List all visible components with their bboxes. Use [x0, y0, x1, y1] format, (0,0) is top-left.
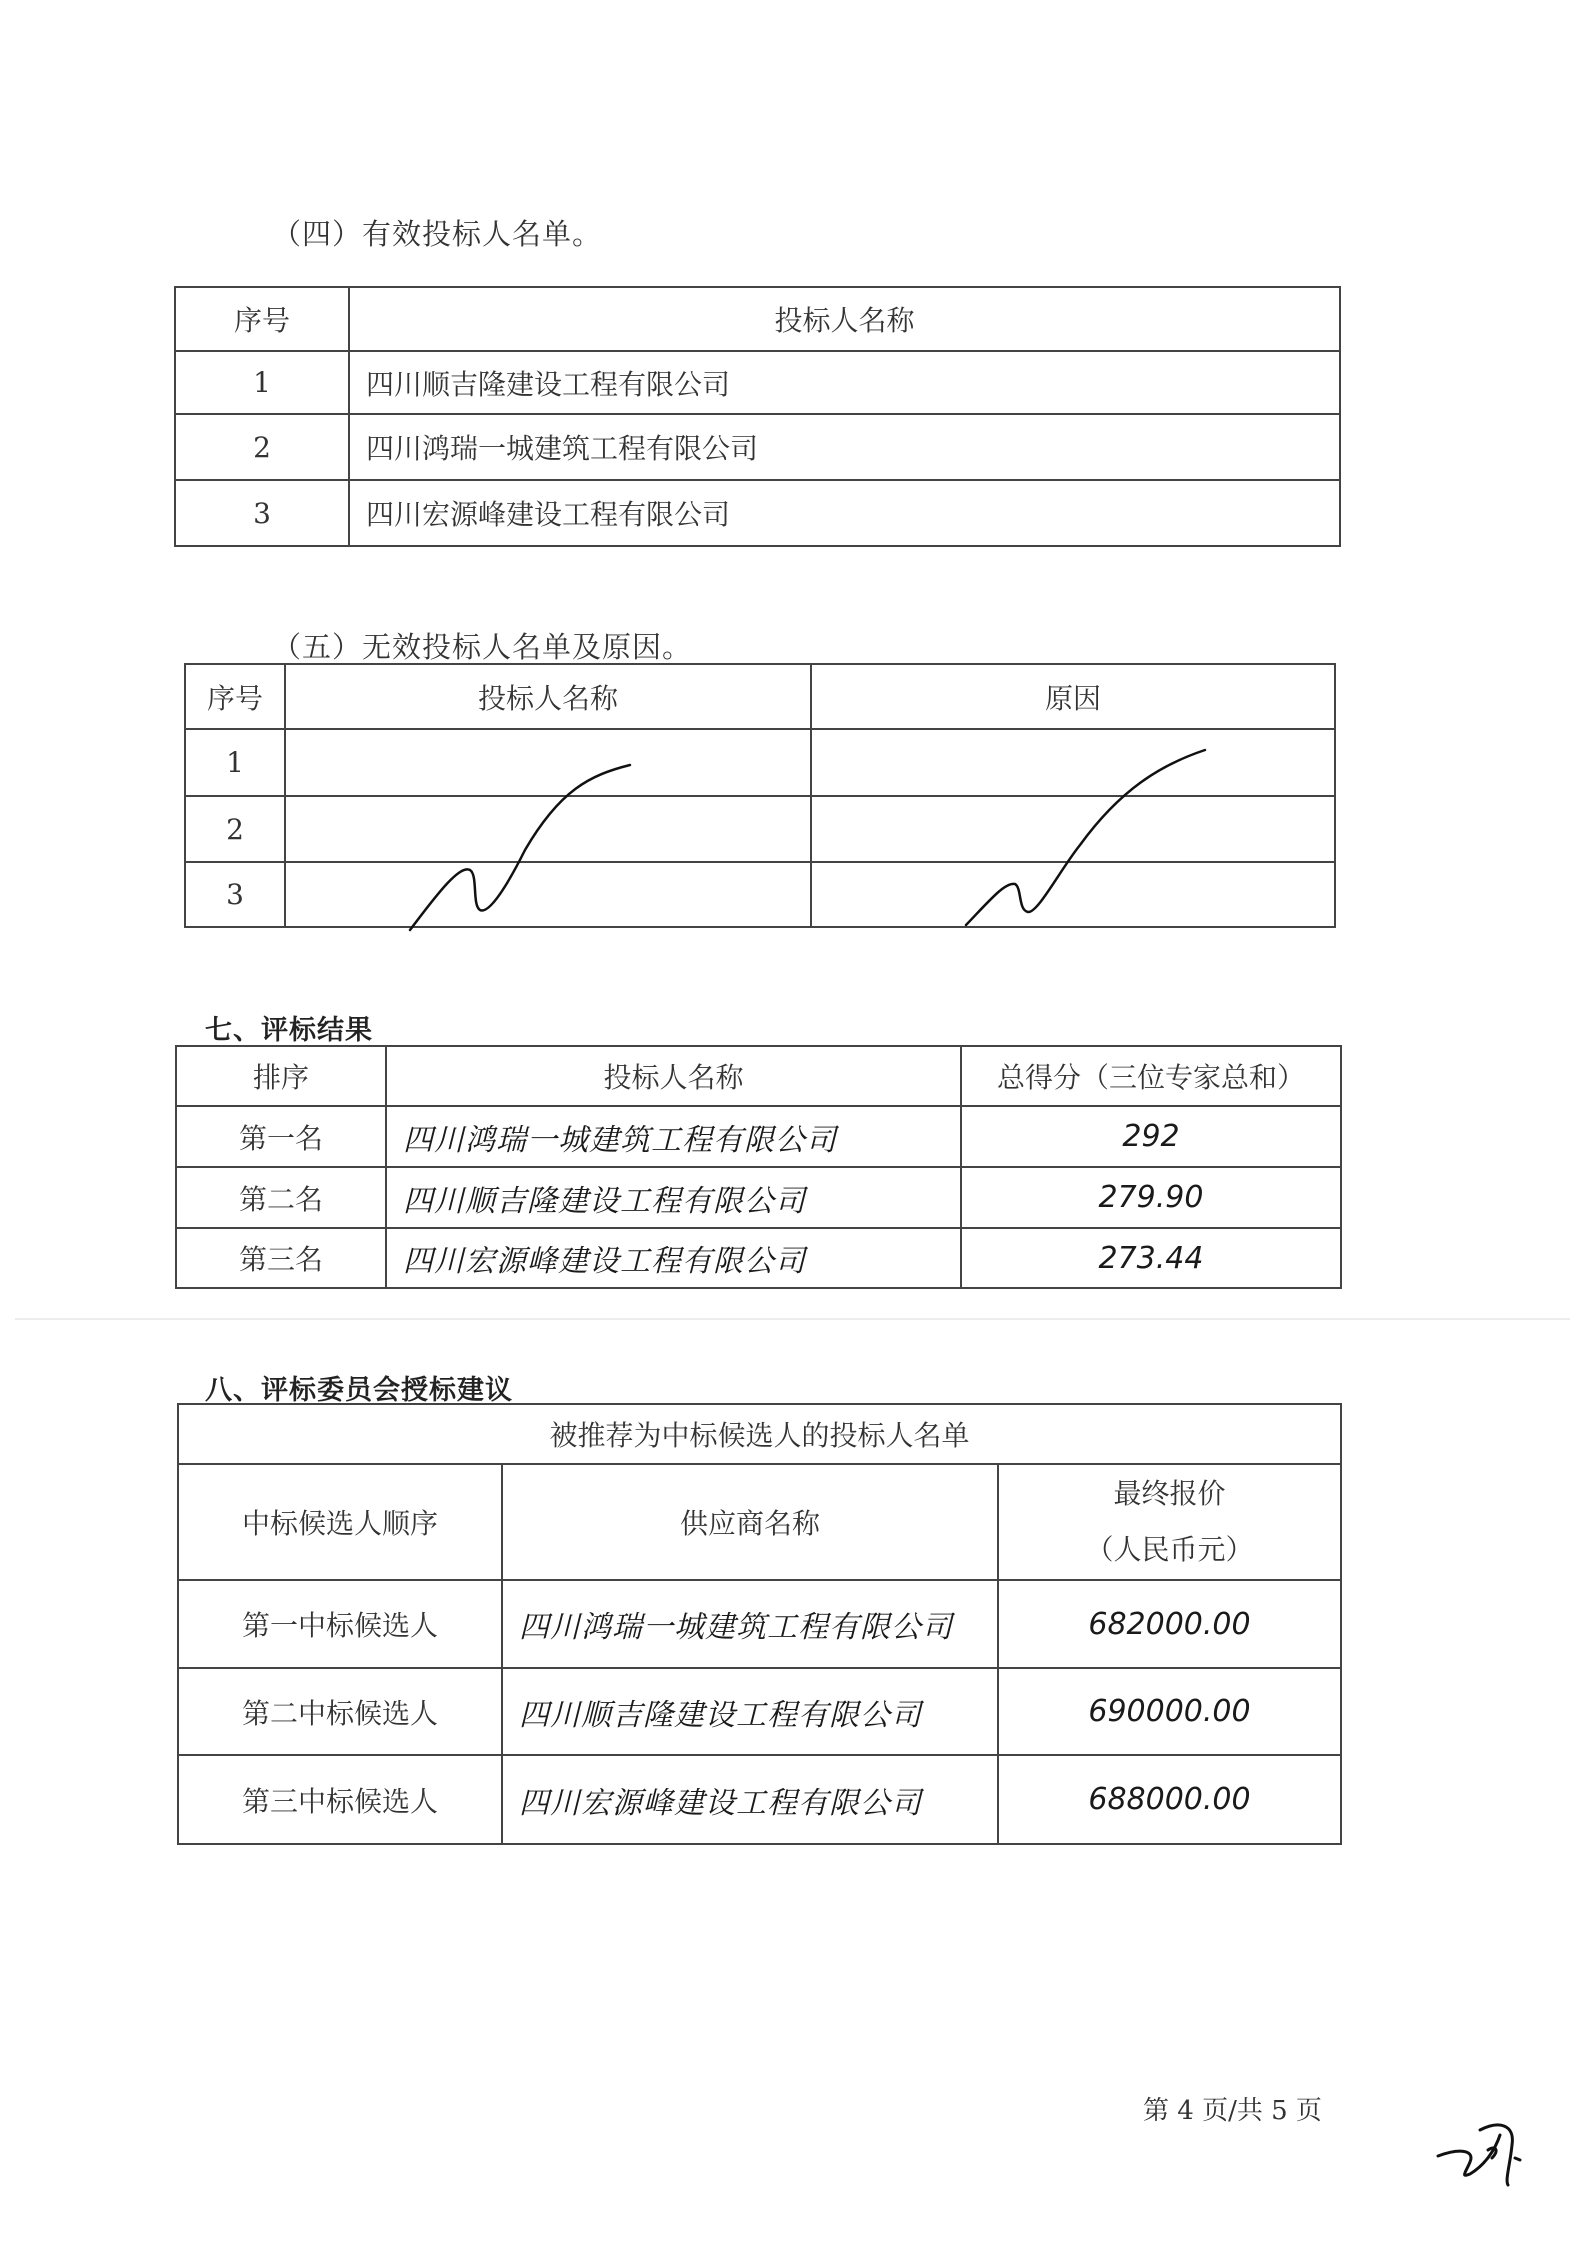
row-bidder-name [285, 796, 811, 862]
header-no: 序号 [185, 664, 285, 729]
header-bidder-name: 投标人名称 [285, 664, 811, 729]
header-bidder-name: 投标人名称 [386, 1046, 961, 1106]
row-reason [811, 729, 1335, 796]
table-row [178, 1580, 1341, 1668]
row-no: 1 [175, 351, 349, 414]
award-recommendation-table [177, 1403, 1342, 1845]
row-no: 1 [185, 729, 285, 796]
row-no: 2 [175, 414, 349, 480]
row-bidder-name-handwritten: 四川顺吉隆建设工程有限公司 [386, 1167, 961, 1228]
row-price-handwritten: 682000.00 [998, 1580, 1341, 1668]
table-row [176, 1228, 1341, 1288]
table-row [176, 1106, 1341, 1167]
row-reason [811, 862, 1335, 927]
row-price-handwritten: 688000.00 [998, 1755, 1341, 1844]
row-bidder-name: 四川鸿瑞一城建筑工程有限公司 [349, 414, 1340, 480]
scan-artifact-line [15, 1318, 1570, 1320]
row-rank: 第三名 [176, 1228, 386, 1288]
row-supplier-name-handwritten: 四川宏源峰建设工程有限公司 [502, 1755, 998, 1844]
table-row [185, 862, 1335, 927]
invalid-bidders-table [184, 663, 1336, 928]
row-no: 3 [175, 480, 349, 546]
row-no: 3 [185, 862, 285, 927]
row-bidder-name-handwritten: 四川宏源峰建设工程有限公司 [386, 1228, 961, 1288]
header-currency-label: （人民币元） [1085, 1533, 1254, 1566]
row-supplier-name-handwritten: 四川鸿瑞一城建筑工程有限公司 [502, 1580, 998, 1668]
recommended-list-title: 被推荐为中标候选人的投标人名单 [178, 1404, 1341, 1464]
row-price-handwritten: 690000.00 [998, 1668, 1341, 1755]
header-no: 序号 [175, 287, 349, 351]
header-final-price [998, 1464, 1341, 1580]
row-score-handwritten: 292 [961, 1106, 1341, 1167]
header-supplier-name: 供应商名称 [502, 1464, 998, 1580]
row-bidder-name: 四川顺吉隆建设工程有限公司 [349, 351, 1340, 414]
table-row [175, 480, 1340, 546]
section8-title: 八、评标委员会授标建议 [205, 1375, 513, 1406]
header-total-score: 总得分（三位专家总和） [961, 1046, 1341, 1106]
table-row [185, 796, 1335, 862]
table-row [175, 414, 1340, 480]
section4-title: （四）有效投标人名单。 [272, 217, 603, 251]
header-candidate-order: 中标候选人顺序 [178, 1464, 502, 1580]
header-reason: 原因 [811, 664, 1335, 729]
row-score-handwritten: 273.44 [961, 1228, 1341, 1288]
evaluation-results-table [175, 1045, 1342, 1289]
row-bidder-name [285, 862, 811, 927]
section5-title: （五）无效投标人名单及原因。 [272, 630, 693, 664]
row-bidder-name-handwritten: 四川鸿瑞一城建筑工程有限公司 [386, 1106, 961, 1167]
header-final-price-label: 最终报价 [1113, 1477, 1226, 1510]
header-bidder-name: 投标人名称 [349, 287, 1340, 351]
row-candidate-order: 第二中标候选人 [178, 1668, 502, 1755]
row-rank: 第一名 [176, 1106, 386, 1167]
row-bidder-name: 四川宏源峰建设工程有限公司 [349, 480, 1340, 546]
section7-title: 七、评标结果 [205, 1015, 373, 1046]
signature-icon [1438, 2125, 1520, 2185]
row-candidate-order: 第一中标候选人 [178, 1580, 502, 1668]
row-no: 2 [185, 796, 285, 862]
valid-bidders-table [174, 286, 1341, 547]
row-supplier-name-handwritten: 四川顺吉隆建设工程有限公司 [502, 1668, 998, 1755]
row-rank: 第二名 [176, 1167, 386, 1228]
header-rank: 排序 [176, 1046, 386, 1106]
page-number: 第 4 页/共 5 页 [1143, 2096, 1322, 2126]
row-bidder-name [285, 729, 811, 796]
row-candidate-order: 第三中标候选人 [178, 1755, 502, 1844]
table-row [178, 1668, 1341, 1755]
table-row [178, 1755, 1341, 1844]
table-row [176, 1167, 1341, 1228]
row-score-handwritten: 279.90 [961, 1167, 1341, 1228]
table-row [185, 729, 1335, 796]
row-reason [811, 796, 1335, 862]
table-row [175, 351, 1340, 414]
